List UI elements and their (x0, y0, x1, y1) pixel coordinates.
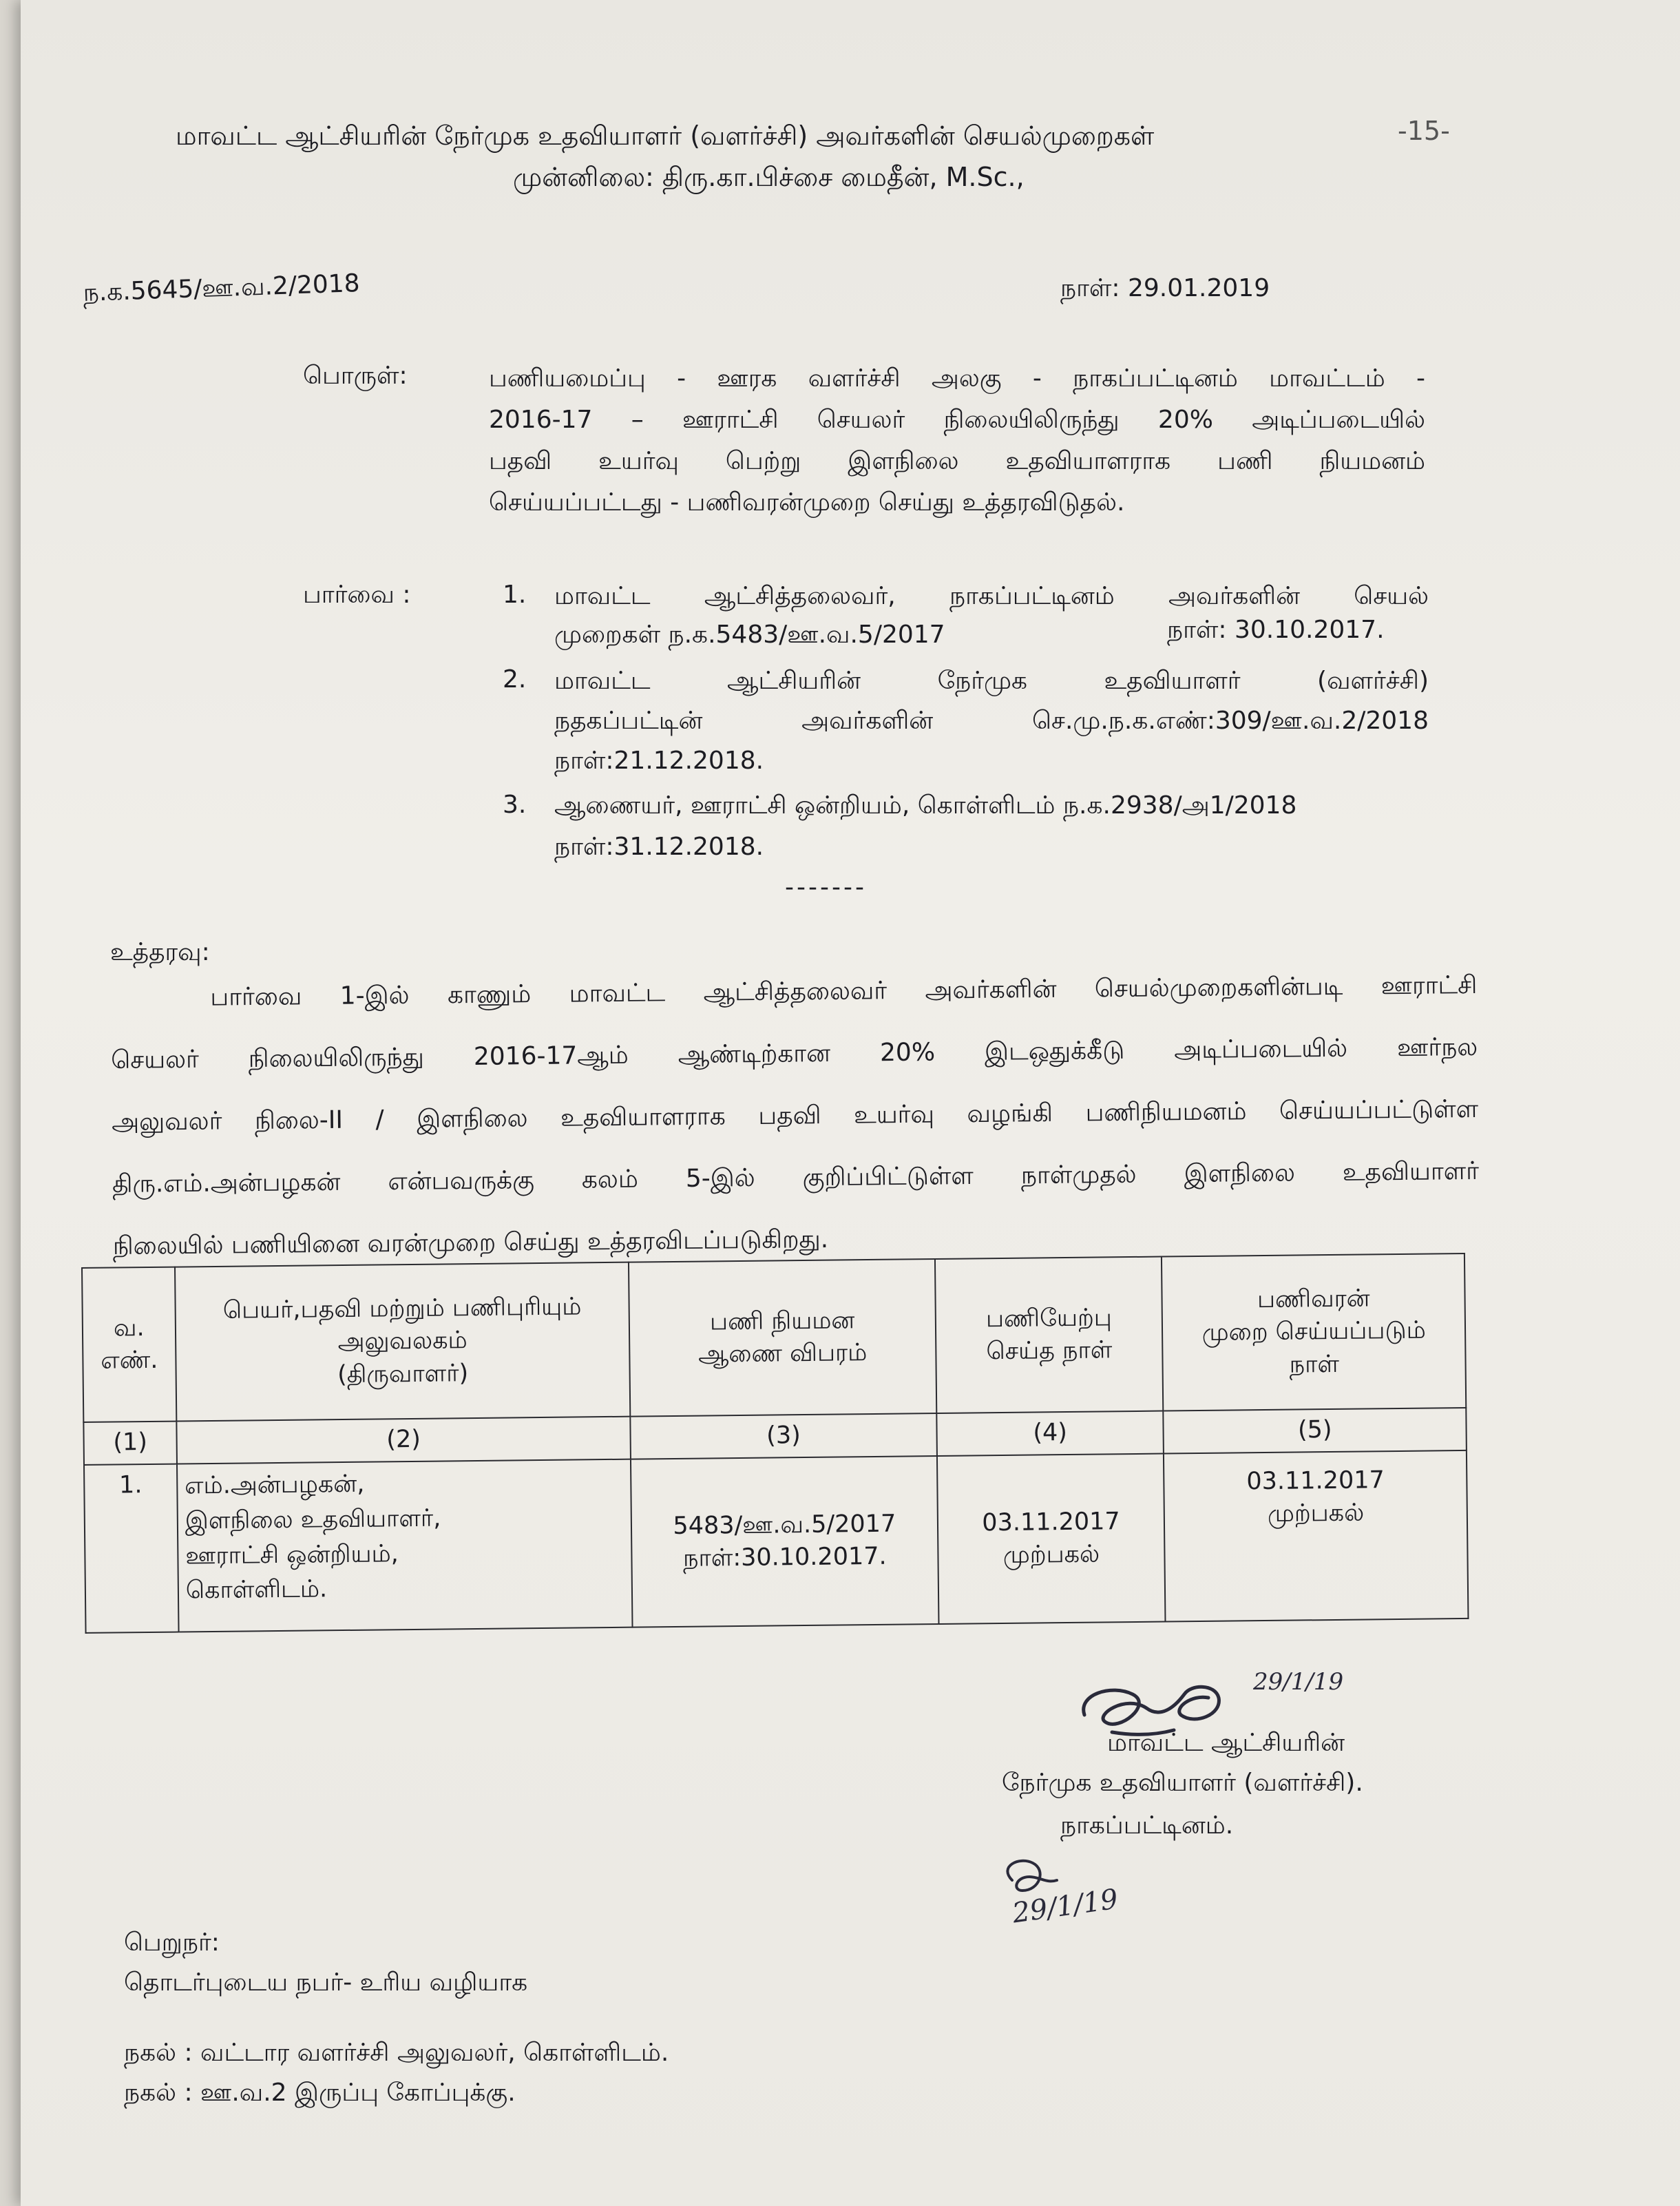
header-order-details (629, 1259, 936, 1417)
reference-number: ந.க.5645/ஊ.வ.2/2018 (83, 269, 361, 307)
copy-line: நகல் : வட்டார வளர்ச்சி அலுவலர், கொள்ளிடம். (124, 2039, 669, 2067)
reference-line: மாவட்ட ஆட்சியரின் நேர்முக உதவியாளர் (வளர்ச்சி) (554, 667, 1429, 695)
header-text: பணியேற்பு (985, 1304, 1113, 1333)
subject-line: செய்யப்பட்டது - பணிவரன்முறை செய்து உத்தரவிடுதல். (489, 488, 1125, 517)
order-line: நிலையில் பணியினை வரன்முறை செய்து உத்தரவிடப்படுகிறது. (112, 1225, 829, 1260)
column-number: (4) (936, 1411, 1164, 1456)
header-name (175, 1262, 630, 1422)
header-text: வ. (113, 1313, 145, 1342)
reference-1-date: நாள்: 30.10.2017. (1167, 616, 1385, 644)
header-joined-date (935, 1257, 1164, 1413)
cell-order-details (631, 1456, 938, 1627)
table-header-row (82, 1253, 1466, 1422)
order-line: அலுவலர் நிலை-II / இளநிலை உதவியாளராக பதவி உயர்வு வழங்கி பணிநியமனம் செய்யப்பட்டுள்ள (111, 1094, 1479, 1136)
reference-line: மாவட்ட ஆட்சித்தலைவர், நாகப்பட்டினம் அவர்களின் செயல் (554, 582, 1429, 610)
signatory-line: நேர்முக உதவியாளர் (வளர்ச்சி). (1002, 1769, 1363, 1797)
header-line-2: முன்னிலை: திரு.கா.பிச்சை மைதீன், M.Sc., (513, 162, 1025, 192)
table-row (84, 1450, 1468, 1633)
initials-date: 29/1/19 (1010, 1883, 1120, 1930)
cell-line: ஊராட்சி ஒன்றியம், (185, 1539, 399, 1570)
order-line: பார்வை 1-இல் காணும் மாவட்ட ஆட்சித்தலைவர் அவர்களின் செயல்முறைகளின்படி ஊராட்சி (210, 970, 1478, 1012)
signatory-line: நாகப்பட்டினம். (1060, 1811, 1234, 1840)
order-date (1060, 274, 1270, 306)
cell-line: கொள்ளிடம். (185, 1575, 328, 1605)
cell-line: 03.11.2017 (982, 1507, 1120, 1537)
reference-2 (554, 661, 1429, 781)
page-mark: -15- (1398, 116, 1450, 146)
header-text: எண். (101, 1346, 158, 1375)
header-regularized-date (1162, 1253, 1466, 1411)
order-date-value: 29.01.2019 (1127, 274, 1270, 302)
column-number: (3) (630, 1413, 936, 1459)
cell-line: எம்.அன்பழகன், (185, 1470, 365, 1500)
copy-line: நகல் : ஊ.வ.2 இருப்பு கோப்புக்கு. (124, 2079, 516, 2107)
header-line-1: மாவட்ட ஆட்சியரின் நேர்முக உதவியாளர் (வளர்ச்சி) அவர்களின் செயல்முறைகள் (176, 121, 1155, 151)
cell-name (177, 1459, 633, 1632)
recipient-to: தொடர்புடைய நபர்- உரிய வழியாக (124, 1968, 528, 1997)
signature-date: 29/1/19 (1253, 1668, 1344, 1696)
header-text: ஆணை விபரம் (697, 1339, 868, 1369)
document-page (21, 0, 1680, 2206)
references-label: பார்வை : (303, 581, 411, 609)
order-line: செயலர் நிலையிலிருந்து 2016-17ஆம் ஆண்டிற்கான 20% இடஒதுக்கீடு அடிப்படையில் ஊர்நல (111, 1032, 1478, 1074)
divider: ------- (785, 873, 867, 902)
order-label: உத்தரவு: (110, 938, 210, 966)
header-text: பணிவரன் (1257, 1284, 1370, 1314)
cell-sno: 1. (84, 1464, 178, 1633)
subject-line: பதவி உயர்வு பெற்று இளநிலை உதவியாளராக பணி நியமனம் (489, 447, 1425, 475)
order-paragraph (110, 955, 1480, 1278)
reference-line: நதகப்பட்டின் அவர்களின் செ.மு.ந.க.எண்:309/ஊ.வ.2/2018 (554, 707, 1429, 735)
reference-line: முறைகள் ந.க.5483/ஊ.வ.5/2017 (554, 621, 945, 649)
column-number: (2) (176, 1417, 631, 1464)
recipient-label: பெறுநர்: (124, 1928, 220, 1957)
header-text: முறை செய்யப்படும் (1201, 1316, 1427, 1347)
reference-line: நாள்:21.12.2018. (554, 747, 764, 775)
reference-line: நாள்:31.12.2018. (554, 833, 764, 861)
header-text: பெயர்,பதவி மற்றும் பணிபுரியும் (222, 1293, 582, 1324)
order-date-label: நாள்: (1060, 274, 1120, 302)
cell-regularized-date (1164, 1450, 1468, 1622)
signatory-line: மாவட்ட ஆட்சியரின் (1107, 1729, 1345, 1757)
cell-line: நாள்:30.10.2017. (682, 1542, 887, 1572)
reference-3 (554, 785, 1429, 868)
reference-3-number: 3. (503, 791, 527, 819)
cell-line: முற்பகல் (1002, 1540, 1100, 1570)
reference-line: ஆணையர், ஊராட்சி ஒன்றியம், கொள்ளிடம் ந.க.2938/அ1/2018 (554, 791, 1297, 820)
subject-text (489, 358, 1425, 523)
header-sno (82, 1267, 176, 1422)
header-text: செய்த நாள் (986, 1336, 1113, 1366)
column-number: (1) (83, 1422, 177, 1465)
header-text: அலுவலகம் (337, 1326, 468, 1356)
header-text: பணி நியமன (709, 1306, 855, 1336)
subject-line: 2016-17 – ஊராட்சி செயலர் நிலையிலிருந்து 20% அடிப்படையில் (489, 406, 1425, 434)
reference-2-number: 2. (503, 665, 527, 694)
header-text: (திருவாளர்) (337, 1359, 469, 1388)
cell-line: 5483/ஊ.வ.5/2017 (673, 1510, 896, 1540)
header-text: நாள் (1289, 1350, 1340, 1379)
cell-line: முற்பகல் (1267, 1499, 1365, 1528)
subject-line: பணியமைப்பு - ஊரக வளர்ச்சி அலகு - நாகப்பட்டினம் மாவட்டம் - (489, 364, 1425, 393)
regularization-table (81, 1253, 1469, 1634)
cell-joined-date (937, 1454, 1166, 1624)
order-line: திரு.எம்.அன்பழகன் என்பவருக்கு கலம் 5-இல் குறிப்பிட்டுள்ள நாள்முதல் இளநிலை உதவியாளர் (112, 1156, 1480, 1198)
cell-line: 03.11.2017 (1246, 1466, 1385, 1496)
cell-line: இளநிலை உதவியாளர், (185, 1504, 441, 1535)
subject-label: பொருள்: (303, 362, 408, 390)
reference-1-number: 1. (503, 581, 527, 609)
column-number: (5) (1164, 1408, 1467, 1454)
